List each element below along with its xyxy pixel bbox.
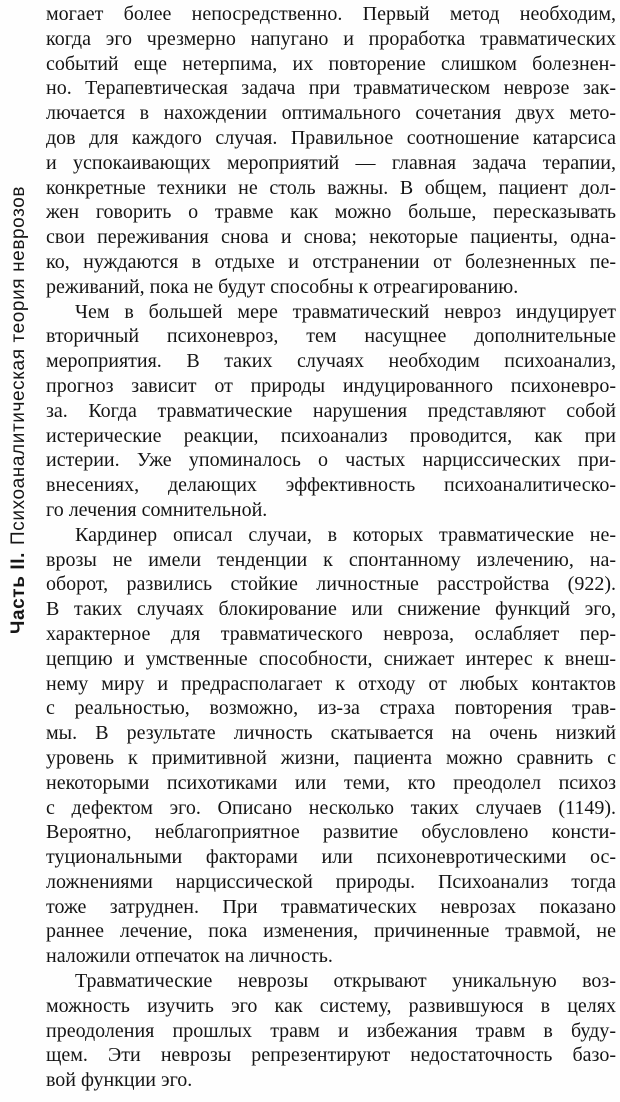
text-line: жен говорить о травме как можно больше, пересказывать [46,201,616,224]
text-line: мероприятия. В таких случаях необходим психоанализ, [46,350,616,373]
text-line: событий еще нетерпима, их повторение слишком болезнен- [46,52,616,75]
text-line: туциональными факторами или психоневротическими ос- [46,846,616,869]
text-line: мы. В результате личность скатывается на очень низкий [46,722,616,745]
text-line: врозы не имели тенденции к спонтанному излечению, на- [46,548,616,571]
text-line: с реальностью, возможно, из-за страха повторения трав- [46,697,616,720]
text-line: ложнениями нарциссической природы. Психоанализ тогда [46,870,616,893]
text-line: лючается в нахождении оптимального сочетания двух мето- [46,102,616,125]
text-line: характерное для травматического невроза, ослабляет пер- [46,622,616,645]
text-line: вой функции эго. [46,1069,193,1092]
text-line: свои переживания снова и снова; некоторые пациенты, одна- [46,226,616,249]
text-line: дов для каждого случая. Правильное соотношение катарсиса [46,126,616,149]
text-line: ко, нуждаются в отдыхе и отстранении от болезненных пе- [46,250,616,273]
text-line: В таких случаях блокирование или снижение функций эго, [46,598,616,621]
text-line: вторичный психоневроз, тем насущнее дополнительные [46,325,616,348]
text-line: Чем в большей мере травматический невроз индуцирует [75,300,616,323]
text-line: прогноз зависит от природы индуцированного психоневро- [46,374,616,397]
text-line: истерические реакции, психоанализ проводится, как при [46,424,616,447]
text-line: щем. Эти неврозы репрезентируют недостаточность базо- [46,1044,616,1067]
part-label: Часть II. [8,552,29,634]
text-line: конкретные техники не столь важны. В общем, пациент дол- [46,176,616,199]
text-line: можность изучить эго как систему, развившуюся в целях [46,994,616,1017]
text-line: за. Когда травматические нарушения представляют собой [46,399,616,422]
page-text [46,2,616,1093]
sidebar-running-head [8,186,30,634]
text-line: могает более непосредственно. Первый метод необходим, [46,3,616,25]
text-line: преодоления прошлых травм и избежания травм в буду- [46,1019,616,1042]
text-line: когда эго чрезмерно напугано и проработка травматических [46,27,616,50]
text-line: Травматические неврозы открывают уникальную воз- [75,970,616,993]
text-line: но. Терапевтическая задача при травматическом неврозе зак- [46,77,616,100]
text-line: внесениях, делающих эффективность психоаналитическо- [46,474,616,497]
text-line: оборот, развились стойкие личностные расстройства (922). [46,573,616,596]
part-title: Психоаналитическая теория неврозов [8,185,29,545]
text-line: Кардинер описал случаи, в которых травматические не- [75,523,616,546]
text-line: и успокаивающих мероприятий — главная задача терапии, [46,151,616,174]
text-line: истерии. Уже упоминалось о частых нарциссических при- [46,449,616,472]
text-line: раннее лечение, пока изменения, причиненные травмой, не [46,920,616,943]
text-line: реживаний, пока не будут способны к отреагированию. [46,275,519,298]
text-line: уровень к примитивной жизни, пациента можно сравнить с [46,746,616,769]
text-line: го лечения сомнительной. [46,498,268,521]
text-line: цепцию и умственные способности, снижает интерес к внеш- [46,647,616,670]
text-line: некоторыми психотиками или теми, кто преодолел психоз [46,771,616,794]
text-line: наложили отпечаток на личность. [46,945,333,968]
text-line: с дефектом эго. Описано несколько таких случаев (1149). [46,796,616,819]
text-line: нему миру и предрасполагает к отходу от любых контактов [46,672,616,695]
text-line: тоже затруднен. При травматических неврозах показано [46,895,616,918]
text-line: Вероятно, неблагоприятное развитие обусловлено консти- [46,821,616,844]
